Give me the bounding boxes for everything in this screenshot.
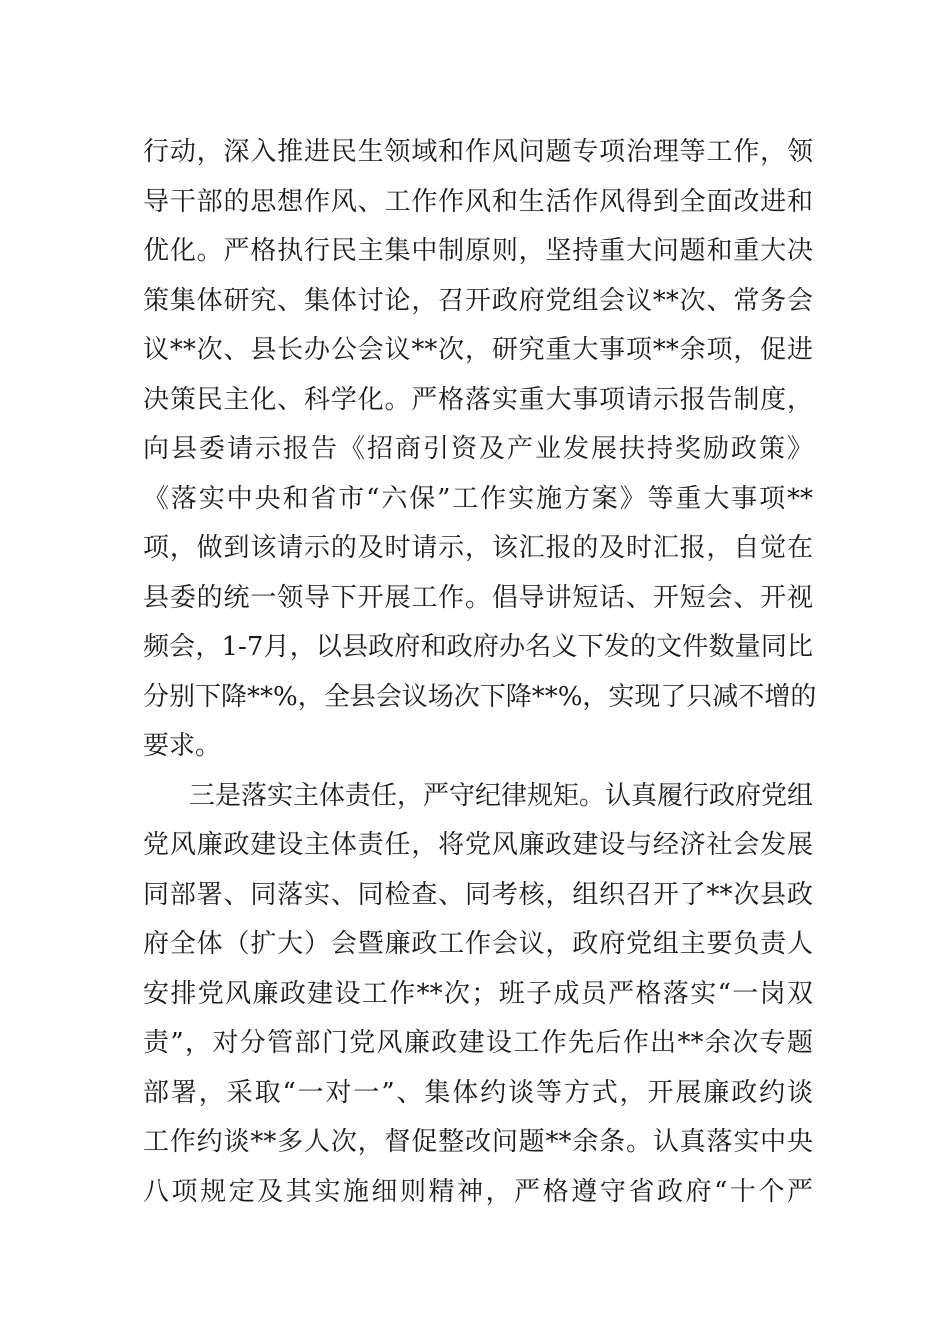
paragraph-line: 同部署、同落实、同检查、同考核，组织召开了**次县政 <box>143 879 813 910</box>
paragraph-line: 要求。 <box>143 731 222 761</box>
paragraph-line: 决策民主化、科学化。严格落实重大事项请示报告制度， <box>143 384 813 415</box>
paragraph-line: 议**次、县长办公会议**次，研究重大事项**余项，促进 <box>143 335 813 365</box>
paragraph-line: 策集体研究、集体讨论，召开政府党组会议**次、常务会 <box>143 285 813 316</box>
paragraph-line: 党风廉政建设主体责任，将党风廉政建设与经济社会发展 <box>143 830 813 860</box>
paragraph-line: 导干部的思想作风、工作作风和生活作风得到全面改进和 <box>143 186 813 217</box>
paragraph-line: 责”，对分管部门党风廉政建设工作先后作出**余次专题 <box>143 1028 813 1058</box>
paragraph-line: 安排党风廉政建设工作**次；班子成员严格落实“一岗双 <box>143 978 813 1009</box>
paragraph-line: 行动，深入推进民生领域和作风问题专项治理等工作，领 <box>143 137 813 167</box>
paragraph-line: 分别下降**%，全县会议场次下降**%，实现了只减不增的 <box>143 681 817 712</box>
paragraph-line: 频会，1-7月，以县政府和政府办名义下发的文件数量同比 <box>143 632 813 662</box>
paragraph-line: 优化。严格执行民主集中制原则，坚持重大问题和重大决 <box>143 236 813 266</box>
paragraph-line: 向县委请示报告《招商引资及产业发展扶持奖励政策》 <box>143 434 813 464</box>
paragraph-line: 工作约谈**多人次，督促整改问题**余条。认真落实中央 <box>143 1127 813 1157</box>
paragraph-line: 八项规定及其实施细则精神，严格遵守省政府“十个严 <box>143 1176 813 1207</box>
document-body <box>143 128 817 1217</box>
paragraph-line: 三是落实主体责任，严守纪律规矩。认真履行政府党组 <box>189 780 814 811</box>
paragraph-line: 《落实中央和省市“六保”工作实施方案》等重大事项** <box>143 483 813 514</box>
paragraph-line: 县委的统一领导下开展工作。倡导讲短话、开短会、开视 <box>143 582 813 613</box>
paragraph-line: 项，做到该请示的及时请示，该汇报的及时汇报，自觉在 <box>143 533 813 563</box>
paragraph-1 <box>143 128 817 772</box>
paragraph-line: 部署，采取“一对一”、集体约谈等方式，开展廉政约谈 <box>143 1077 813 1108</box>
paragraph-2 <box>143 772 813 1218</box>
paragraph-line: 府全体（扩大）会暨廉政工作会议，政府党组主要负责人 <box>143 929 813 959</box>
